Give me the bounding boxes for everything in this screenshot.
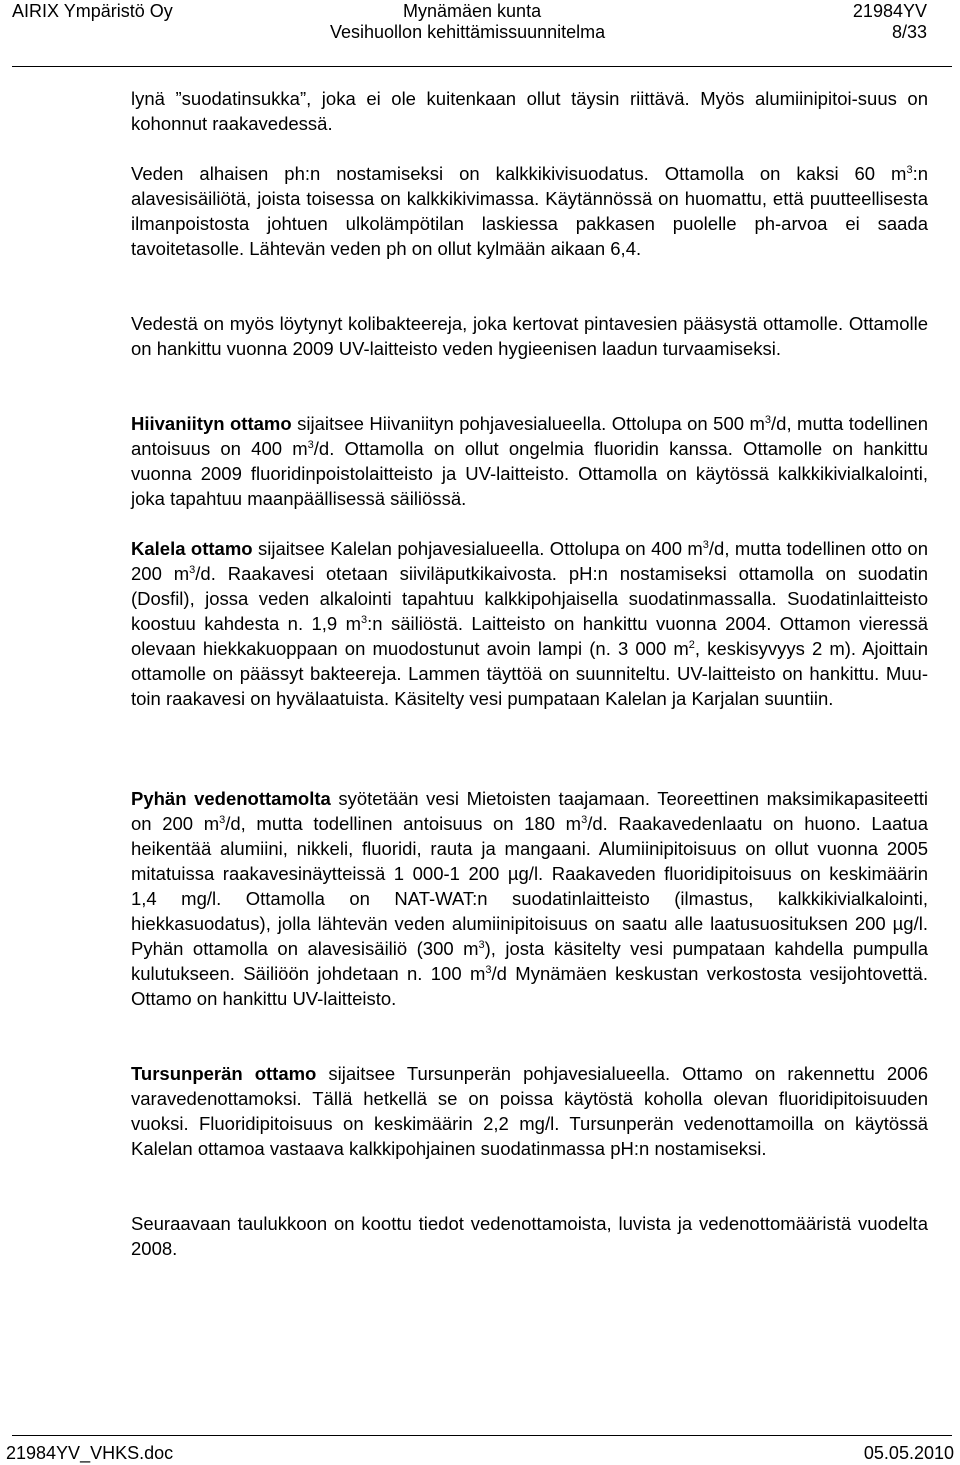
superscript: 3 [219,813,226,826]
superscript: 3 [189,563,196,576]
paragraph-hiivaniitty [131,411,928,511]
text-run: sijaitsee Tursunperän pohjavesialueella. Ottamo on rakennettu 2006 varavedenottamoksi. Tällä hetkellä se on poissa käytöstä koholla olevan fluoridipitoisuuden vuoksi. Fluoridipitoisuus on keskimäärin 2,2 mg/l. Tursunperän vedenottamoilla on käytössä Kalelan ottamoa vastaava kalkkipohjainen suodatinmassa pH:n nostamiseksi. [131,1063,928,1159]
superscript: 3 [581,813,588,826]
text-run: sijaitsee Kalelan pohjavesialueella. Ottolupa on 400 m [252,538,703,559]
text-run: /d. Ottamolla on ollut ongelmia fluoridin kanssa. Ottamolle on hankittu vuonna 2009 fluoridinpoistolaitteisto ja UV-laitteisto. Ottamolla on käytössä kalkkikivialkalointi, joka tapahtuu maanpäällisessä säiliössä. [131,438,928,509]
heading-hiivaniitty: Hiivaniityn ottamo [131,413,292,434]
superscript: 3 [361,613,368,626]
footer-date: 05.05.2010 [863,1443,954,1463]
paragraph-tursunpera [131,1061,928,1161]
text-run: /d. Raakavesi otetaan siiviläputkikaivosta. pH:n nostamiseksi ottamolla on suodatin (Dosfil), jossa veden alkalointi tapahtuu kalkkipohjaisella suodatinmassalla. Suodatinlaitteisto koostuu kahdesta n. 1,9 m [131,563,928,634]
header-document-title: Vesihuollon kehittämissuunnitelma [330,22,606,42]
header-client: Mynämäen kunta [403,1,542,21]
footer-filename: 21984YV_VHKS.doc [6,1443,174,1463]
text-run: /d, mutta todellinen antoisuus on 400 m [131,413,928,459]
text-run: /d. Raakavedenlaatu on huono. Laatua heikentää alumiini, nikkeli, fluoridi, rauta ja mangaani. Alumiinipitoisuus on ollut vuonna 2005 mitatuissa raakavesinäytteissä 1 000-1 200 µg/l. Raakaveden fluoridipitoisuus on keskimäärin 1,4 mg/l. Ottamolla on NAT-WAT:n suodatinlaitteisto (ilmastus, kalkkikivialkalointi, hiekkasuodatus), jolla lähtevän veden alumiinipitoisuus on saatu alle laatusuosituksen 200 µg/l. Pyhän ottamolla on alavesisäiliö (300 m [131,813,928,959]
superscript: 3 [906,163,913,176]
text-run: ), josta käsitelty vesi pumpataan kahdella pumpulla kulutukseen. Säiliöön johdetaan n. 100 m [131,938,928,984]
heading-kalela: Kalela ottamo [131,538,253,559]
footer-rule [12,1435,952,1436]
superscript: 3 [307,438,314,451]
paragraph-ph-treatment [131,161,928,261]
header-rule [12,66,952,67]
text-run: , keskisyvyys 2 m). Ajoittain ottamolle on päässyt bakteereja. Lammen täyttöä on suunniteltu. UV-laitteisto on hankittu. Muutoin raakavesi on hyvälaatuista. Käsitelty vesi pumpataan Kalelan ja Karjalan suuntiin. [131,638,928,709]
heading-pyha: Pyhän vedenottamolta [131,788,331,809]
paragraph-kalela [131,536,928,711]
paragraph-bacteria: Vedestä on myös löytynyt kolibakteereja, joka kertovat pintavesien pääsystä ottamolle. Ottamolle on hankittu vuonna 2009 UV-laitteisto veden hygieenisen laadun turvaamiseksi. [131,313,928,359]
header-company: AIRIX Ympäristö Oy [12,1,173,21]
paragraph-pyha [131,786,928,1011]
text-run: /d Mynämäen keskustan verkostosta vesijohtovettä. Ottamo on hankittu UV-laitteisto. [131,963,928,1009]
superscript: 2 [688,638,695,651]
paragraph-continuation: lynä ”suodatinsukka”, joka ei ole kuitenkaan ollut täysin riittävä. Myös alumiinipitoi-suus on kohonnut raakavedessä. [131,88,928,134]
text-run: /d, mutta todellinen otto on 200 m [131,538,928,584]
text-run: syötetään vesi Mietoisten taajamaan. Teoreettinen maksimikapasiteetti on 200 m [131,788,928,834]
superscript: 3 [485,963,492,976]
paragraph-table-intro: Seuraavaan taulukkoon on koottu tiedot vedenottamoista, luvista ja vedenottomääristä vuodelta 2008. [131,1213,928,1259]
text-run: Veden alhaisen ph:n nostamiseksi on kalkkikivisuodatus. Ottamolla on kaksi 60 m [131,163,907,184]
text-run: sijaitsee Hiivaniityn pohjavesialueella. Ottolupa on 500 m [291,413,765,434]
header-project-code: 21984YV [852,1,927,21]
superscript: 3 [478,938,485,951]
superscript: 3 [764,413,772,426]
superscript: 3 [702,538,709,551]
heading-tursunpera: Tursunperän ottamo [131,1063,317,1084]
text-run: :n alavesisäiliötä, joista toisessa on kalkkikivimassa. Käytännössä on huomattu, että puutteellisesta ilmanpoistosta johtuen ulkolämpötilan laskiessa pakkasen puolelle ph-arvoa ei saada tavoitetasolle. Lähtevän veden ph on ollut kylmään aikaan 6,4. [131,163,928,259]
text-run: :n säiliöstä. Laitteisto on hankittu vuonna 2004. Ottamon vieressä olevaan hiekkakuoppaan on muodostunut avoin lampi (n. 3 000 m [131,613,929,659]
header-page-number: 8/33 [891,22,927,42]
text-run: /d, mutta todellinen antoisuus on 180 m [225,813,582,834]
